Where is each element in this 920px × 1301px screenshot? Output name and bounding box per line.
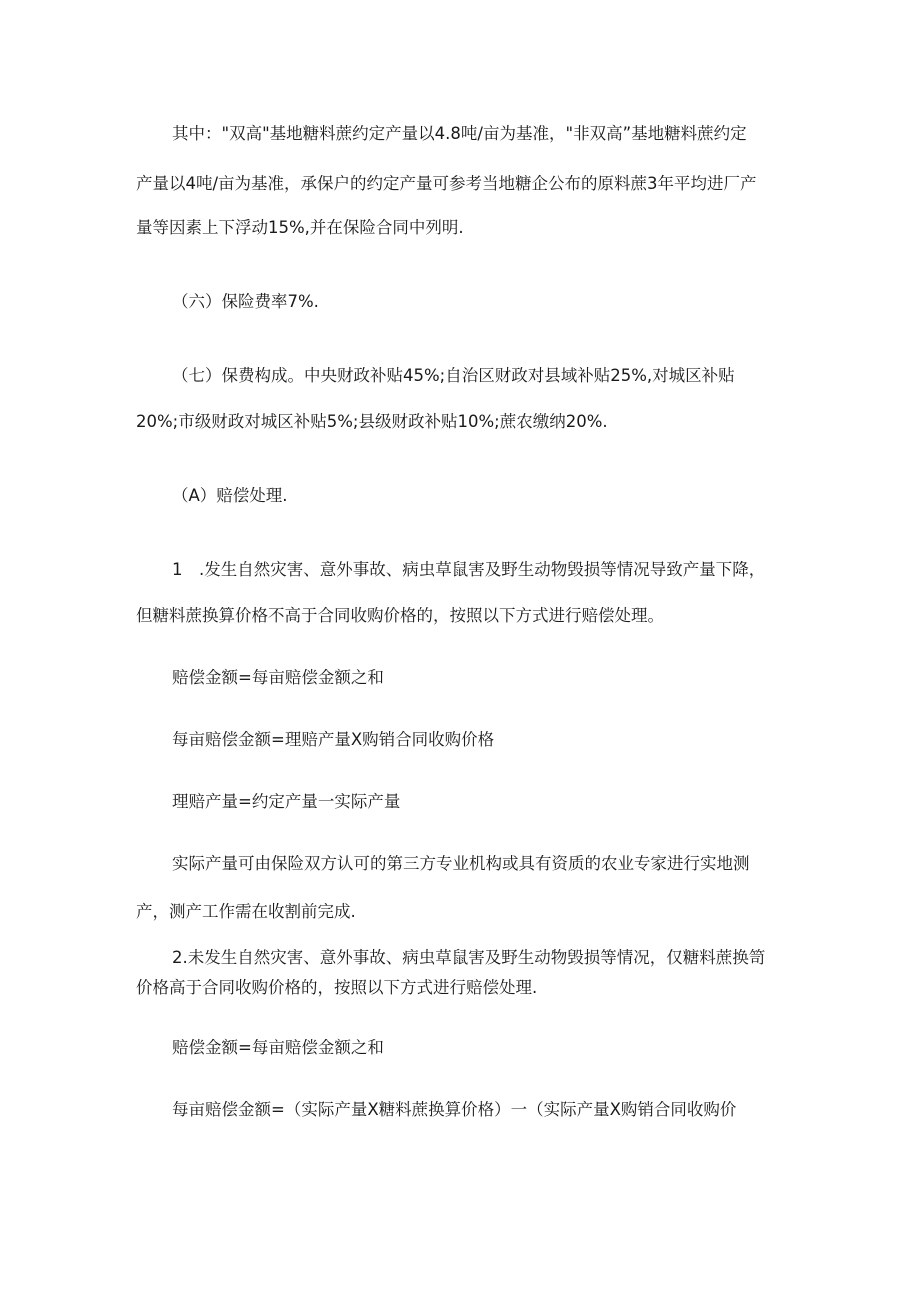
text-line: 实际产量可由保险双方认可的第三方专业机构或具有资质的农业专家进行实地测 — [172, 854, 750, 873]
text-line: 20%;市级财政对城区补贴5%;县级财政补贴10%;蔗农缴纳20%. — [136, 412, 608, 431]
section-heading: （A）赔偿处理. — [172, 486, 288, 505]
formula-line: 赔偿金额=每亩赔偿金额之和 — [172, 1038, 384, 1057]
text-line: 但糖料蔗换算价格不高于合同收购价格的，按照以下方式进行赔偿处理。 — [136, 606, 664, 625]
text-line: 1 .发生自然灾害、意外事故、病虫草鼠害及野生动物毁损等情况导致产量下降， — [172, 560, 766, 579]
text-line: 产，测产工作需在收割前完成. — [136, 902, 356, 921]
formula-line: 赔偿金额=每亩赔偿金额之和 — [172, 668, 384, 687]
text-line: 价格高于合同收购价格的，按照以下方式进行赔偿处理. — [136, 978, 538, 997]
text-line: 量等因素上下浮动15%,并在保险合同中列明. — [136, 218, 464, 237]
text-line: 2.未发生自然灾害、意外事故、病虫草鼠害及野生动物毁损等情况，仅糖料蔗换笥 — [172, 948, 766, 967]
formula-line: 每亩赔偿金额=理赔产量X购销合同收购价格 — [172, 730, 495, 749]
text-line: 产量以4吨/亩为基准，承保户的约定产量可参考当地糖企公布的原料蔗3年平均进厂产 — [136, 174, 757, 193]
section-heading: （六）保险费率7%. — [172, 292, 319, 311]
formula-line: 理赔产量=约定产量一实际产量 — [172, 792, 401, 811]
text-line: 其中："双高"基地糖料蔗约定产量以4.8吨/亩为基准，"非双高”基地糖料蔗约定 — [172, 124, 747, 143]
formula-line: 每亩赔偿金额=（实际产量X糖料蔗换算价格）一（实际产量X购销合同收购价 — [172, 1100, 737, 1119]
text-line: （七）保费构成。中央财政补贴45%;自治区财政对县域补贴25%,对城区补贴 — [172, 366, 735, 385]
